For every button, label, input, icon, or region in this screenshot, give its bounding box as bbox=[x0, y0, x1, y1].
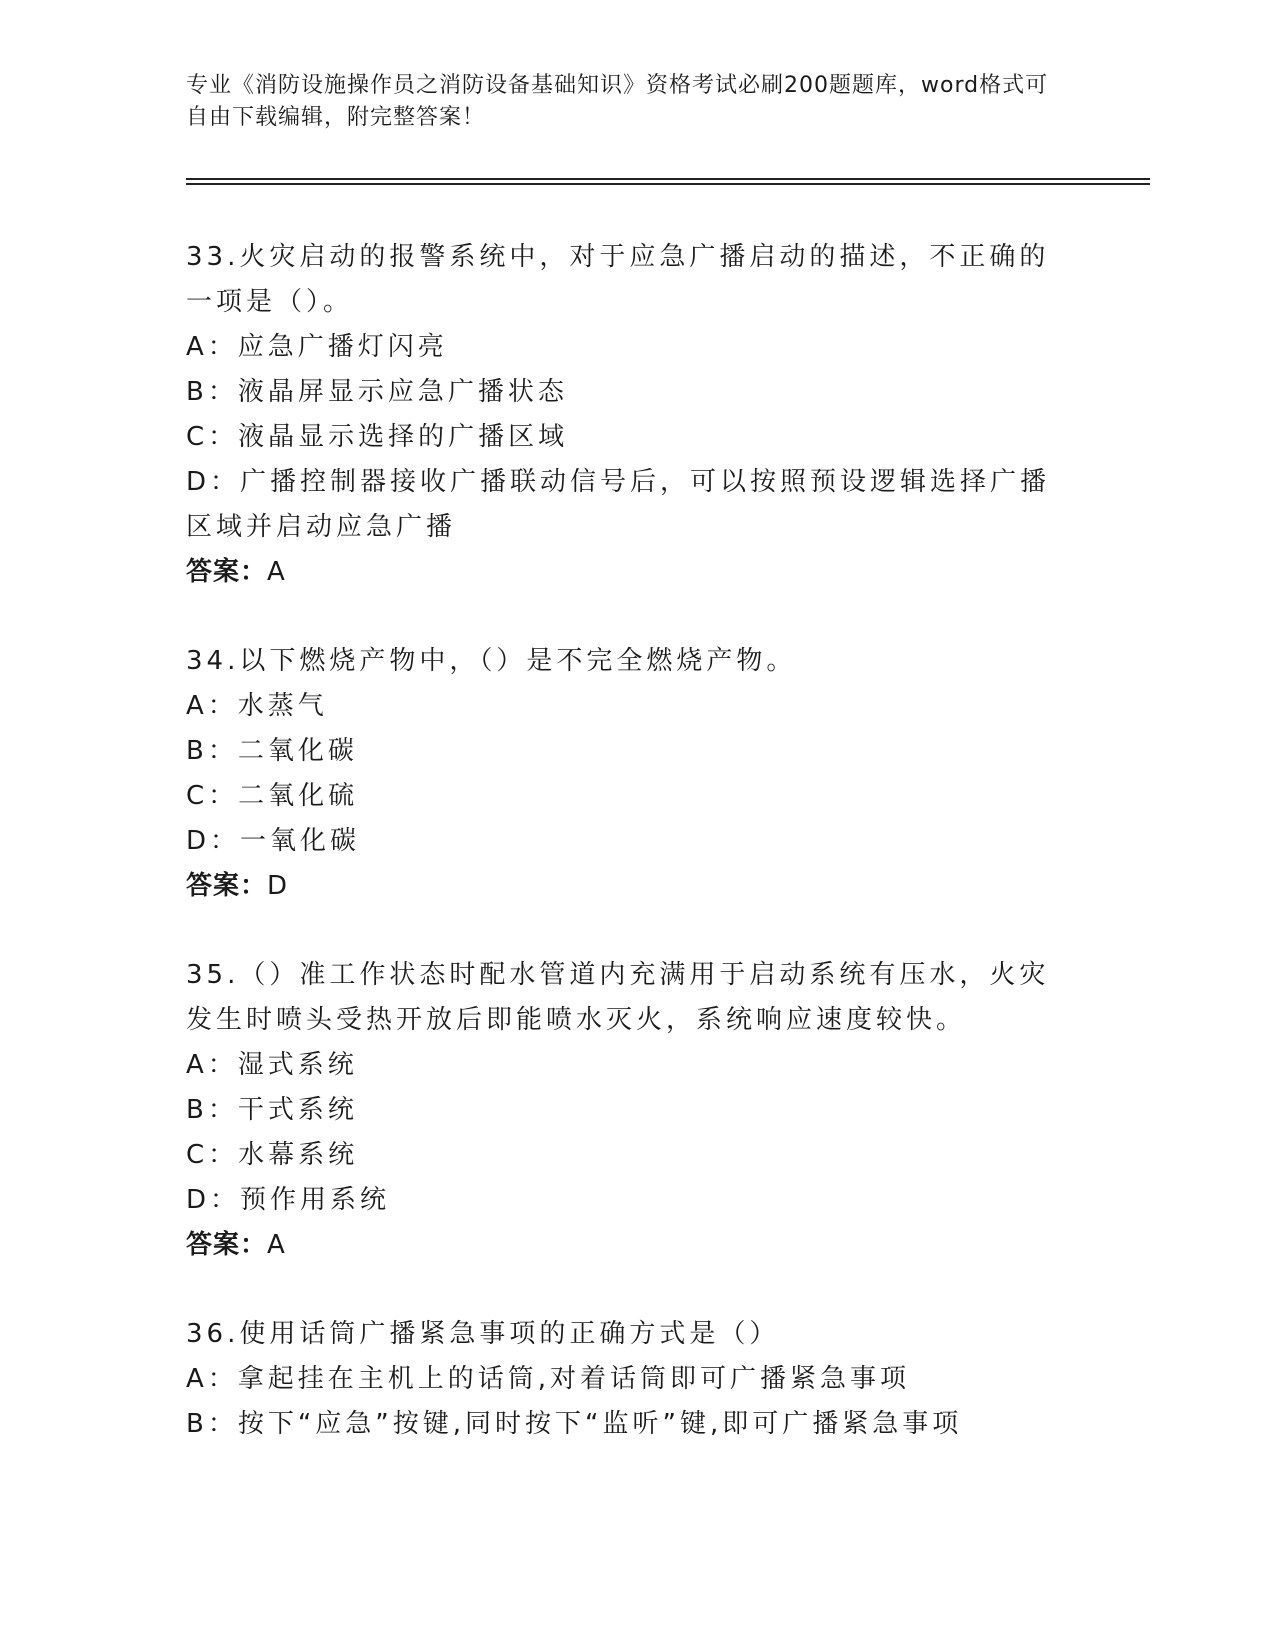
option-d: D：一氧化碳 bbox=[186, 826, 361, 856]
option-d: D：预作用系统 bbox=[186, 1185, 391, 1215]
question-36 bbox=[186, 1312, 1076, 1447]
option-c: C：水幕系统 bbox=[186, 1140, 359, 1170]
option-a: A：拿起挂在主机上的话筒,对着话筒即可广播紧急事项 bbox=[186, 1364, 911, 1394]
option-a: A：水蒸气 bbox=[186, 691, 328, 721]
answer-line bbox=[186, 1223, 1076, 1268]
answer-value: A bbox=[267, 1230, 286, 1260]
option-b: B：液晶屏显示应急广播状态 bbox=[186, 377, 568, 407]
option-c: C：二氧化硫 bbox=[186, 781, 359, 811]
document-header: 专业《消防设施操作员之消防设备基础知识》资格考试必刷200题题库，word格式可自由下载编辑，附完整答案！ bbox=[186, 73, 1049, 130]
option-b: B：干式系统 bbox=[186, 1095, 358, 1125]
question-text: 33.火灾启动的报警系统中，对于应急广播启动的描述，不正确的一项是（）。 bbox=[186, 242, 1050, 317]
option-b: B：二氧化碳 bbox=[186, 736, 358, 766]
answer-label: 答案： bbox=[186, 871, 268, 901]
option-a: A：应急广播灯闪亮 bbox=[186, 332, 448, 362]
question-list bbox=[186, 235, 1076, 1491]
question-text: 34.以下燃烧产物中，（）是不完全燃烧产物。 bbox=[186, 646, 797, 676]
option-c: C：液晶显示选择的广播区域 bbox=[186, 422, 569, 452]
question-35 bbox=[186, 953, 1076, 1268]
answer-label: 答案： bbox=[186, 1230, 268, 1260]
header-divider-top bbox=[186, 178, 1150, 180]
answer-line bbox=[186, 864, 1076, 909]
answer-value: D bbox=[267, 871, 289, 901]
header-divider-bottom bbox=[186, 183, 1150, 185]
answer-value: A bbox=[267, 557, 286, 587]
option-a: A：湿式系统 bbox=[186, 1050, 358, 1080]
question-text: 36.使用话筒广播紧急事项的正确方式是（） bbox=[186, 1319, 780, 1349]
question-34 bbox=[186, 639, 1076, 909]
question-33 bbox=[186, 235, 1076, 595]
answer-line bbox=[186, 550, 1076, 595]
option-d: D：广播控制器接收广播联动信号后，可以按照预设逻辑选择广播区域并启动应急广播 bbox=[186, 467, 1051, 542]
question-text: 35.（）准工作状态时配水管道内充满用于启动系统有压水，火灾发生时喷头受热开放后即能喷水灭火，系统响应速度较快。 bbox=[186, 960, 1050, 1035]
answer-label: 答案： bbox=[186, 557, 268, 587]
option-b: B：按下“应急”按键,同时按下“监听”键,即可广播紧急事项 bbox=[186, 1409, 963, 1439]
